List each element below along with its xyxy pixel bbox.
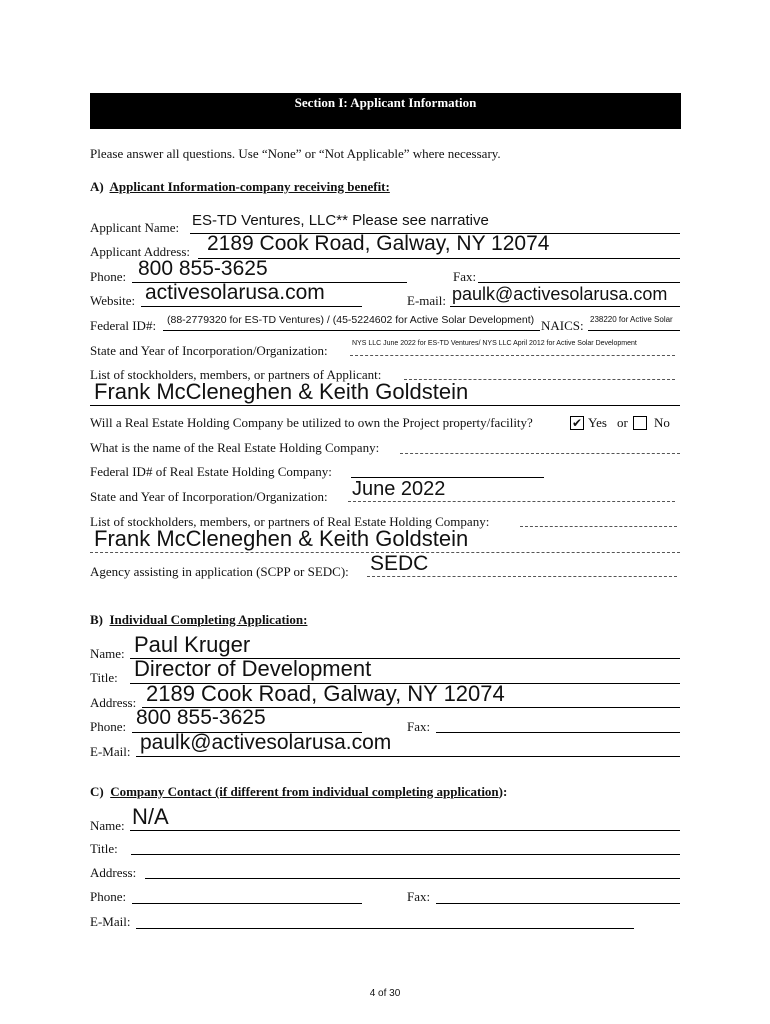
c-name-line	[130, 830, 680, 831]
c-email-label: E-Mail:	[90, 914, 131, 929]
c-name-label: Name:	[90, 818, 125, 833]
b-phone-field[interactable]: 800 855-3625	[136, 706, 266, 729]
applicant-name-label: Applicant Name:	[90, 220, 180, 235]
no-label: No	[654, 415, 670, 430]
state-year-field[interactable]: NYS LLC June 2022 for ES-TD Ventures/ NYS LLC April 2012 for Active Solar Development	[352, 340, 637, 347]
naics-label: NAICS:	[541, 318, 584, 333]
b-email-label: E-Mail:	[90, 744, 131, 759]
applicant-name-field[interactable]: ES-TD Ventures, LLC** Please see narrative	[192, 212, 489, 229]
b-phone-label: Phone:	[90, 719, 127, 734]
applicant-fax-label: Fax:	[453, 269, 477, 284]
state-year-label: State and Year of Incorporation/Organization:	[90, 343, 328, 358]
website-field[interactable]: activesolarusa.com	[145, 281, 325, 304]
section-c-heading	[90, 784, 507, 800]
re-name-line[interactable]	[400, 453, 680, 454]
email-label: E-mail:	[407, 293, 446, 308]
c-phone-label: Phone:	[90, 889, 127, 904]
agency-line	[367, 576, 677, 577]
section-a-letter: A)	[90, 179, 104, 194]
agency-field[interactable]: SEDC	[370, 552, 429, 575]
section-b-title: Individual Completing Application:	[109, 612, 308, 627]
c-fax-label: Fax:	[407, 889, 431, 904]
c-title-label: Title:	[90, 841, 118, 856]
re-state-year-field[interactable]: June 2022	[352, 478, 446, 500]
naics-field[interactable]: 238220 for Active Solar	[590, 315, 673, 324]
re-state-year-label: State and Year of Incorporation/Organization:	[90, 489, 328, 504]
b-email-line	[136, 756, 680, 757]
b-fax-label: Fax:	[407, 719, 431, 734]
b-name-field[interactable]: Paul Kruger	[134, 632, 251, 657]
b-address-label: Address:	[90, 695, 137, 710]
applicant-address-label: Applicant Address:	[90, 244, 191, 259]
applicant-fax-line	[478, 282, 680, 283]
b-title-field[interactable]: Director of Development	[134, 656, 372, 681]
section-a-title: Applicant Information-company receiving benefit:	[109, 179, 390, 194]
b-name-label: Name:	[90, 646, 125, 661]
applicant-phone-label: Phone:	[90, 269, 127, 284]
website-label: Website:	[90, 293, 136, 308]
re-name-label: What is the name of the Real Estate Holding Company:	[90, 440, 380, 455]
state-year-line	[350, 355, 675, 356]
no-checkbox[interactable]	[633, 416, 647, 430]
website-line	[141, 306, 362, 307]
re-stockholders-label: List of stockholders, members, or partners of Real Estate Holding Company:	[90, 514, 490, 529]
page-number: 4 of 30	[369, 988, 401, 999]
yes-label: Yes	[588, 415, 607, 430]
or-label: or	[617, 415, 628, 430]
section-c-letter: C)	[90, 784, 104, 799]
stockholders-line	[90, 405, 680, 406]
c-name-field[interactable]: N/A	[132, 804, 169, 829]
c-email-line[interactable]	[136, 928, 634, 929]
b-email-field[interactable]: paulk@activesolarusa.com	[140, 731, 392, 754]
section-a-heading	[90, 179, 390, 195]
email-line	[450, 306, 680, 307]
section-c-title-tail: ):	[498, 784, 508, 799]
yes-checkbox[interactable]: ✔	[571, 416, 583, 430]
re-stockholders-field[interactable]: Frank McCleneghen & Keith Goldstein	[94, 526, 469, 551]
re-fed-id-label: Federal ID# of Real Estate Holding Company:	[90, 464, 332, 479]
applicant-address-line	[198, 258, 680, 259]
re-holding-question: Will a Real Estate Holding Company be utilized to own the Project property/facility?	[90, 415, 533, 430]
federal-id-line	[163, 330, 540, 331]
c-phone-line[interactable]	[132, 903, 362, 904]
section-b-heading	[90, 612, 307, 628]
section-title: Section I: Applicant Information	[294, 95, 477, 110]
intro-text: Please answer all questions. Use “None” or “Not Applicable” where necessary.	[90, 146, 501, 161]
section-b-letter: B)	[90, 612, 103, 627]
c-title-line[interactable]	[131, 854, 680, 855]
b-fax-line[interactable]	[436, 732, 680, 733]
c-address-line[interactable]	[145, 878, 680, 879]
federal-id-label: Federal ID#:	[90, 318, 157, 333]
stockholders-label: List of stockholders, members, or partners of Applicant:	[90, 367, 382, 382]
b-title-label: Title:	[90, 670, 118, 685]
agency-label: Agency assisting in application (SCPP or SEDC):	[90, 564, 349, 579]
c-address-label: Address:	[90, 865, 137, 880]
stockholders-field[interactable]: Frank McCleneghen & Keith Goldstein	[94, 379, 469, 404]
c-fax-line[interactable]	[436, 903, 680, 904]
section-c-title: Company Contact (if different from individual completing application	[110, 784, 499, 799]
email-field[interactable]: paulk@activesolarusa.com	[452, 284, 668, 304]
applicant-phone-field[interactable]: 800 855-3625	[138, 257, 268, 280]
re-stockholders-dash-line	[520, 526, 677, 527]
federal-id-field[interactable]: (88-2779320 for ES-TD Ventures) / (45-5224602 for Active Solar Development)	[167, 314, 535, 326]
applicant-address-field[interactable]: 2189 Cook Road, Galway, NY 12074	[207, 232, 550, 255]
re-state-year-line	[348, 501, 675, 502]
naics-line	[588, 330, 680, 331]
b-address-field[interactable]: 2189 Cook Road, Galway, NY 12074	[146, 681, 505, 706]
